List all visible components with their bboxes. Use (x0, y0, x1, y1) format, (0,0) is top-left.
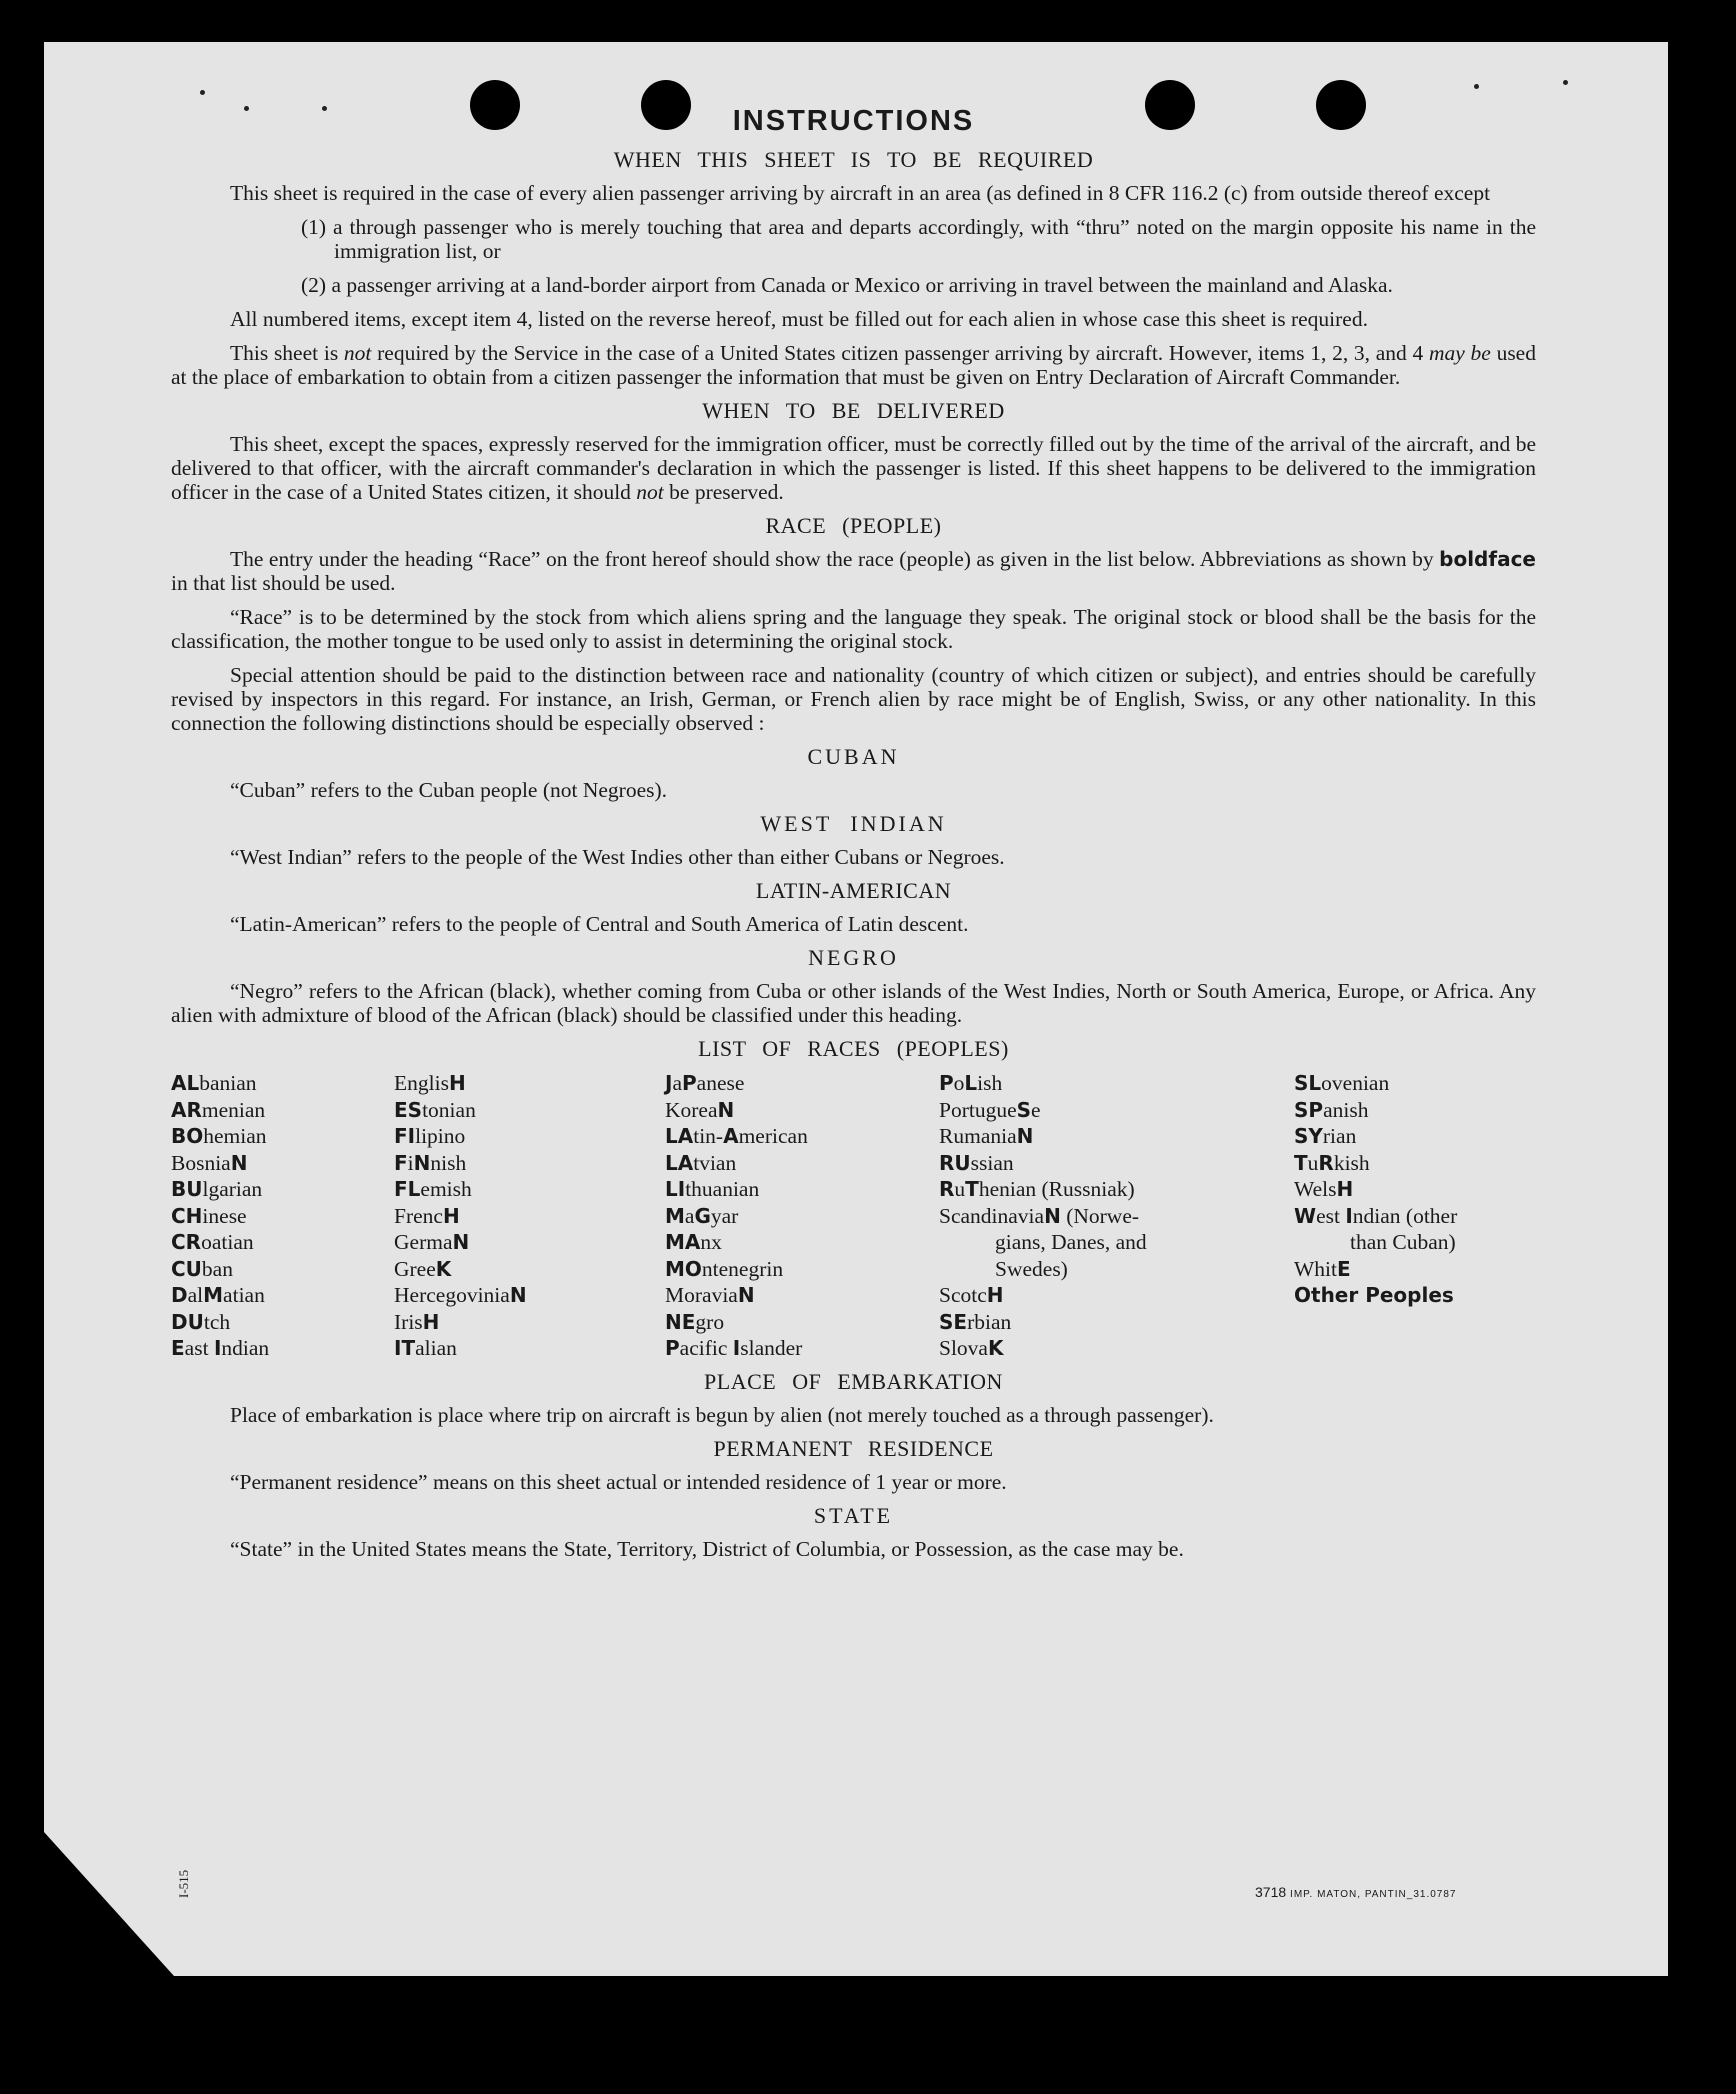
race-text: al (187, 1283, 204, 1307)
section-heading: WEST INDIAN (760, 811, 947, 836)
race-text: Portugue (939, 1097, 1017, 1122)
race-entry (665, 1203, 939, 1230)
race-text: gians, Danes, and (995, 1230, 1147, 1254)
race-abbrev: G (694, 1203, 711, 1228)
race-abbrev: AR (171, 1097, 202, 1122)
race-text: u (1307, 1150, 1319, 1175)
race-text: Slova (939, 1336, 988, 1360)
race-text: Moravia (665, 1283, 738, 1307)
race-entry (939, 1150, 1294, 1177)
race-abbrev: SY (1294, 1124, 1323, 1148)
race-abbrev: K (987, 1336, 1004, 1360)
race-abbrev: E (171, 1336, 185, 1360)
race-text: Englis (394, 1071, 449, 1095)
race-text: slander (740, 1336, 803, 1360)
race-abbrev: DU (171, 1309, 204, 1334)
race-text: u (954, 1177, 966, 1201)
paragraph: Place of embarkation is place where trip on aircraft is begun by alien (not merely touched as a through passenger). (230, 1402, 1214, 1427)
race-entry (171, 1256, 394, 1283)
race-entry (1294, 1123, 1536, 1150)
race-text: i (407, 1150, 414, 1175)
race-entry (394, 1123, 665, 1150)
race-entry (939, 1335, 1294, 1362)
section-heading: WHEN TO BE DELIVERED (702, 398, 1005, 423)
race-text: than Cuban) (1350, 1230, 1456, 1254)
paragraph: “Cuban” refers to the Cuban people (not Negroes). (230, 778, 668, 802)
race-entry (1294, 1256, 1536, 1283)
race-entry (1294, 1097, 1536, 1124)
section-heading: PERMANENT RESIDENCE (713, 1435, 994, 1461)
race-text: ntenegrin (701, 1256, 784, 1281)
race-abbrev: F (394, 1150, 408, 1175)
race-text: atian (223, 1283, 265, 1307)
paragraph: This sheet is required in the case of every alien passenger arriving by aircraft in an area (as defined in 8 CFR 116.2 (c) from outside thereof except (230, 181, 1491, 205)
race-text: lipino (415, 1124, 466, 1148)
race-abbrev: I (732, 1336, 741, 1360)
race-text: ish (977, 1071, 1003, 1095)
race-text: oatian (201, 1230, 254, 1254)
race-text: ndian (other (1352, 1203, 1458, 1228)
race-abbrev: N (1016, 1124, 1034, 1148)
race-abbrev: E (1337, 1256, 1351, 1281)
race-text: Iris (394, 1309, 423, 1334)
race-text: yar (710, 1203, 739, 1228)
race-entry (394, 1282, 665, 1309)
race-text: Gree (394, 1256, 436, 1281)
race-entry (939, 1070, 1294, 1097)
paragraph: Special attention should be paid to the distinction between race and nationality (country of which citizen or subject), and entries should be carefully revised by inspectors in this regard. For instance, an Irish, German, or French alien by race might be of English, Swiss, or any other nationality. In this connection the following distinctions should be especially observed : (171, 663, 1536, 735)
race-text: ast (184, 1336, 214, 1360)
italic-text: not (636, 480, 664, 504)
race-abbrev: P (939, 1071, 954, 1095)
race-text: ssian (970, 1150, 1014, 1175)
race-entry (939, 1203, 1294, 1230)
race-abbrev: LA (665, 1150, 694, 1175)
race-abbrev: CH (171, 1203, 203, 1228)
race-text: Rumania (939, 1124, 1017, 1148)
printer-mark: IMP. MATON, PANTIN_31.0787 (1290, 1889, 1457, 1900)
race-entry (1294, 1150, 1536, 1177)
text-run: in that list should be used. (171, 571, 396, 595)
race-abbrev: N (413, 1150, 431, 1175)
paragraph: “State” in the United States means the State, Territory, District of Columbia, or Possession, as the case may be. (230, 1536, 1184, 1561)
race-text: nx (700, 1230, 722, 1254)
race-abbrev: SP (1294, 1097, 1324, 1122)
section-heading: LIST OF RACES (PEOPLES) (698, 1036, 1009, 1061)
race-abbrev: N (452, 1230, 470, 1254)
race-text: anish (1323, 1097, 1369, 1122)
race-abbrev: ES (394, 1097, 423, 1122)
race-text: thuanian (685, 1177, 760, 1201)
speck (200, 90, 205, 95)
text-run: This sheet, except the spaces, expressly reserved for the immigration officer, must be correctly filled out by the time of the arrival of the aircraft, and be delivered to that officer, with the aircraft commander's declaration in which the passenger is listed. If this sheet happens to be delivered to the immigration officer in the case of a United States citizen, it should (171, 432, 1536, 504)
text-run: This sheet is (230, 341, 344, 365)
race-text: Bosnia (171, 1150, 231, 1175)
race-entry (394, 1150, 665, 1177)
race-text: merican (738, 1124, 808, 1148)
race-text: Korea (665, 1097, 718, 1122)
race-text: tvian (693, 1150, 737, 1175)
race-entry (171, 1229, 394, 1256)
race-column (171, 1070, 394, 1362)
race-entry (171, 1282, 394, 1309)
race-text: banian (199, 1071, 257, 1095)
race-text: lgarian (202, 1177, 263, 1201)
text-run: The entry under the heading “Race” on the front hereof should show the race (people) as given in the list below. Abbreviations as shown by (230, 547, 1440, 571)
race-abbrev: AL (171, 1071, 200, 1095)
race-text: Scotc (939, 1283, 987, 1307)
race-abbrev: H (422, 1309, 440, 1334)
race-text: henian (Russniak) (978, 1177, 1135, 1201)
section-heading: CUBAN (807, 744, 900, 769)
race-entry (665, 1150, 939, 1177)
race-entry (1294, 1176, 1536, 1203)
race-abbrev: CU (171, 1256, 202, 1281)
paragraph: “Race” is to be determined by the stock from which aliens spring and the language they speak. The original stock or blood shall be the basis for the classification, the mother tongue to be used only to assist in determining the original stock. (171, 605, 1536, 653)
race-abbrev: LI (665, 1177, 686, 1201)
race-abbrev: J (665, 1071, 673, 1095)
paragraph: “Latin-American” refers to the people of Central and South America of Latin descent. (230, 912, 969, 936)
race-column (665, 1070, 939, 1362)
race-text: o (953, 1071, 965, 1095)
race-text: tonian (422, 1097, 476, 1122)
race-abbrev: I (1345, 1203, 1353, 1228)
race-list (171, 1070, 1536, 1362)
race-entry (939, 1282, 1294, 1309)
race-abbrev: T (1294, 1150, 1308, 1175)
paragraph (171, 341, 1536, 389)
race-abbrev: A (723, 1124, 739, 1148)
race-text: Wels (1294, 1177, 1337, 1201)
race-text: hemian (203, 1124, 267, 1148)
race-text: acific (679, 1336, 733, 1360)
race-entry (394, 1176, 665, 1203)
race-entry (394, 1256, 665, 1283)
section-heading: STATE (813, 1502, 894, 1528)
race-abbrev: FL (394, 1177, 421, 1201)
section-heading: PLACE OF EMBARKATION (704, 1368, 1003, 1394)
race-entry (939, 1256, 1294, 1283)
race-text: tin- (693, 1124, 724, 1148)
race-text: (Norwe- (1060, 1203, 1140, 1228)
section-heading: NEGRO (808, 945, 899, 970)
race-text: Whit (1294, 1256, 1337, 1281)
race-entry (394, 1309, 665, 1336)
race-entry (939, 1229, 1294, 1256)
race-column (1294, 1070, 1536, 1362)
race-abbrev: Other Peoples (1294, 1283, 1454, 1307)
race-text: inese (202, 1203, 247, 1228)
speck (1474, 84, 1479, 89)
race-entry (1294, 1282, 1536, 1309)
race-abbrev: MO (665, 1256, 702, 1281)
race-text: e (1031, 1097, 1041, 1122)
race-abbrev: H (448, 1071, 466, 1095)
race-text: nish (430, 1150, 467, 1175)
race-abbrev: N (509, 1283, 527, 1307)
race-text: a (684, 1203, 695, 1228)
race-column (939, 1070, 1294, 1362)
race-abbrev: T (965, 1177, 979, 1201)
race-abbrev: N (737, 1283, 755, 1307)
race-text: est (1316, 1203, 1346, 1228)
race-abbrev: M (665, 1203, 685, 1228)
race-abbrev: FI (394, 1124, 416, 1148)
race-text: alian (415, 1336, 457, 1360)
race-text: ban (201, 1256, 233, 1281)
race-abbrev: LA (665, 1124, 694, 1148)
bold-text: boldface (1439, 547, 1536, 571)
race-text: ndian (221, 1336, 270, 1360)
italic-text: not (343, 341, 372, 365)
race-text: gro (695, 1309, 725, 1334)
race-abbrev: D (171, 1283, 188, 1307)
text-run: be preserved. (663, 480, 784, 504)
section-heading: RACE (PEOPLE) (765, 513, 942, 538)
race-entry (939, 1123, 1294, 1150)
race-entry (394, 1229, 665, 1256)
race-text: Germa (394, 1230, 453, 1254)
race-abbrev: H (442, 1203, 460, 1228)
race-entry (665, 1097, 939, 1124)
race-text: menian (201, 1097, 266, 1122)
race-abbrev: R (939, 1177, 955, 1201)
race-entry (394, 1203, 665, 1230)
race-abbrev: MA (665, 1230, 701, 1254)
race-entry (665, 1256, 939, 1283)
race-entry (394, 1335, 665, 1362)
paragraph: “West Indian” refers to the people of the West Indies other than either Cubans or Negroes. (230, 845, 1005, 869)
race-abbrev: L (964, 1071, 978, 1095)
race-abbrev: P (682, 1071, 697, 1095)
race-entry (171, 1123, 394, 1150)
text-run: used at the place of embarkation to obtain from a citizen passenger the information that must be given on Entry Declaration of Aircraft Commander. (171, 341, 1536, 389)
race-abbrev: P (665, 1336, 680, 1360)
race-text: Frenc (394, 1203, 443, 1228)
paragraph (171, 432, 1536, 504)
race-abbrev: SL (1294, 1071, 1322, 1095)
race-entry (1294, 1070, 1536, 1097)
paragraph: All numbered items, except item 4, listed on the reverse hereof, must be filled out for each alien in whose case this sheet is required. (230, 307, 1368, 331)
race-entry (939, 1097, 1294, 1124)
race-text: anese (696, 1071, 745, 1095)
race-entry (171, 1309, 394, 1336)
race-abbrev: NE (665, 1309, 696, 1334)
race-entry (171, 1070, 394, 1097)
race-entry (939, 1309, 1294, 1336)
race-entry (665, 1176, 939, 1203)
paragraph: “Permanent residence” means on this sheet actual or intended residence of 1 year or more. (230, 1469, 1007, 1494)
list-item: (1) a through passenger who is merely touching that area and departs accordingly, with “thru” noted on the margin opposite his name in the immigration list, or (301, 215, 1536, 263)
race-abbrev: CR (171, 1230, 202, 1254)
race-abbrev: I (213, 1336, 222, 1360)
race-text: emish (420, 1177, 472, 1201)
race-entry (665, 1335, 939, 1362)
race-entry (939, 1176, 1294, 1203)
italic-text: may be (1429, 341, 1491, 365)
form-number: 3718 (1255, 1884, 1287, 1900)
race-abbrev: R (1318, 1150, 1334, 1175)
race-abbrev: W (1294, 1203, 1317, 1228)
race-text: Scandinavia (939, 1203, 1045, 1228)
race-text: Swedes) (995, 1256, 1068, 1281)
race-column (394, 1070, 665, 1362)
text-run: required by the Service in the case of a United States citizen passenger arriving by aircraft. However, items 1, 2, 3, and 4 (371, 341, 1429, 365)
form-footer (1255, 1884, 1456, 1900)
race-abbrev: SE (939, 1309, 968, 1334)
race-entry (1294, 1229, 1536, 1256)
race-text: ovenian (1321, 1071, 1390, 1095)
side-mark: I-515 (176, 1869, 191, 1898)
race-abbrev: BO (171, 1124, 204, 1148)
race-entry (665, 1070, 939, 1097)
race-abbrev: H (1336, 1177, 1354, 1201)
race-entry (171, 1150, 394, 1177)
race-abbrev: RU (939, 1150, 971, 1175)
race-entry (171, 1097, 394, 1124)
race-entry (394, 1070, 665, 1097)
race-entry (171, 1176, 394, 1203)
list-item: (2) a passenger arriving at a land-border airport from Canada or Mexico or arriving in travel between the mainland and Alaska. (301, 273, 1393, 297)
race-abbrev: S (1016, 1097, 1032, 1122)
race-abbrev: BU (171, 1177, 203, 1201)
race-abbrev: K (435, 1256, 452, 1281)
race-abbrev: N (717, 1097, 735, 1122)
race-text: a (672, 1071, 682, 1095)
race-abbrev: M (203, 1283, 224, 1307)
race-text: kish (1333, 1150, 1370, 1175)
race-abbrev: N (1044, 1203, 1061, 1228)
race-text: rian (1322, 1124, 1357, 1148)
race-entry (171, 1203, 394, 1230)
page-title: INSTRUCTIONS (732, 105, 975, 137)
race-entry (665, 1123, 939, 1150)
paragraph (171, 547, 1536, 595)
race-abbrev: H (986, 1283, 1004, 1307)
race-entry (665, 1229, 939, 1256)
race-entry (171, 1335, 394, 1362)
race-entry (665, 1282, 939, 1309)
race-entry (394, 1097, 665, 1124)
race-text: rbian (967, 1309, 1012, 1334)
race-abbrev: N (230, 1150, 248, 1175)
section-heading: LATIN-AMERICAN (755, 878, 952, 903)
race-entry (665, 1309, 939, 1336)
section-heading: WHEN THIS SHEET IS TO BE REQUIRED (613, 147, 1094, 172)
race-text: tch (203, 1309, 231, 1334)
race-entry (1294, 1203, 1536, 1230)
race-abbrev: IT (394, 1336, 416, 1360)
paragraph: “Negro” refers to the African (black), whether coming from Cuba or other islands of the West Indies, North or South America, Europe, or Africa. Any alien with admixture of blood of the African (black) should be classified under this heading. (171, 979, 1536, 1027)
instructions-content (171, 104, 1536, 1571)
speck (1563, 80, 1568, 85)
race-text: Hercegovinia (394, 1283, 510, 1307)
